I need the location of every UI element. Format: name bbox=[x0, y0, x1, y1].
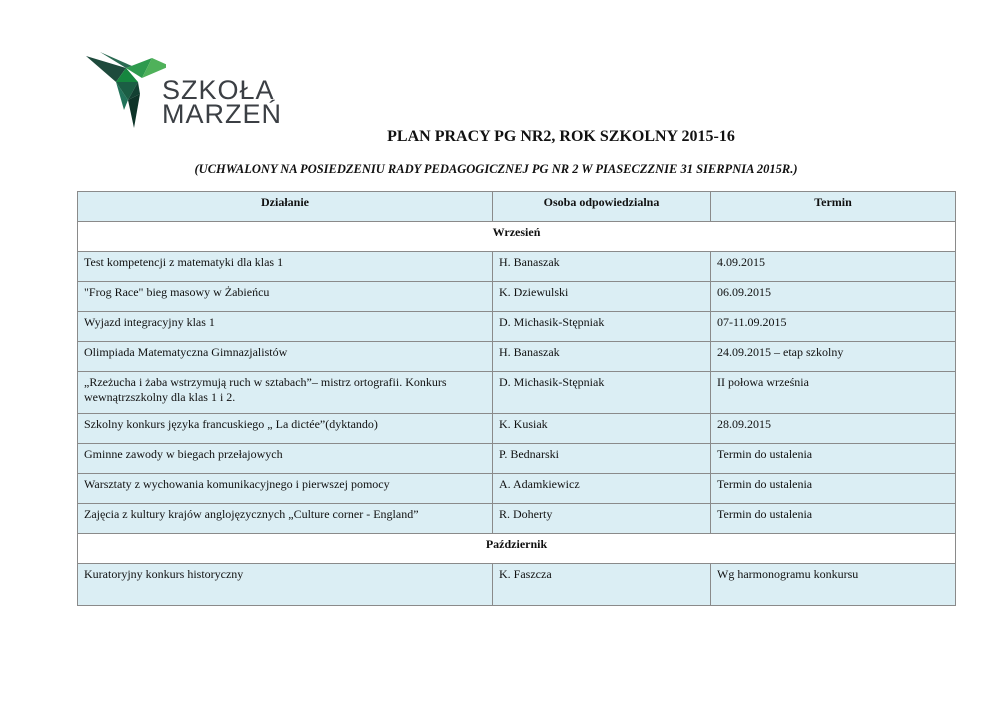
cell-activity: Zajęcia z kultury krajów anglojęzycznych „Culture corner - England” bbox=[78, 504, 493, 534]
header-activity: Działanie bbox=[78, 192, 493, 222]
cell-date: Termin do ustalenia bbox=[711, 444, 956, 474]
cell-date: 28.09.2015 bbox=[711, 414, 956, 444]
table-row bbox=[78, 504, 956, 534]
bird-logo-icon bbox=[86, 48, 166, 134]
table-row bbox=[78, 312, 956, 342]
cell-responsible: K. Kusiak bbox=[493, 414, 711, 444]
cell-responsible: K. Faszcza bbox=[493, 564, 711, 606]
table-row bbox=[78, 282, 956, 312]
cell-activity: Test kompetencji z matematyki dla klas 1 bbox=[78, 252, 493, 282]
table-row bbox=[78, 564, 956, 606]
table-row bbox=[78, 342, 956, 372]
table-row bbox=[78, 414, 956, 444]
month-label-september: Wrzesień bbox=[78, 222, 956, 252]
cell-responsible: H. Banaszak bbox=[493, 342, 711, 372]
cell-activity: Warsztaty z wychowania komunikacyjnego i pierwszej pomocy bbox=[78, 474, 493, 504]
table-row bbox=[78, 444, 956, 474]
table-row bbox=[78, 372, 956, 414]
month-row bbox=[78, 222, 956, 252]
cell-responsible: D. Michasik-Stępniak bbox=[493, 372, 711, 414]
school-logo bbox=[86, 48, 282, 134]
header-responsible: Osoba odpowiedzialna bbox=[493, 192, 711, 222]
page-title: PLAN PRACY PG NR2, ROK SZKOLNY 2015-16 bbox=[387, 128, 735, 145]
cell-date: Termin do ustalenia bbox=[711, 504, 956, 534]
cell-responsible: K. Dziewulski bbox=[493, 282, 711, 312]
cell-activity: "Frog Race" bieg masowy w Żabieńcu bbox=[78, 282, 493, 312]
cell-responsible: P. Bednarski bbox=[493, 444, 711, 474]
cell-activity: Gminne zawody w biegach przełajowych bbox=[78, 444, 493, 474]
table-header-row bbox=[78, 192, 956, 222]
work-plan-table bbox=[77, 191, 956, 606]
month-row bbox=[78, 534, 956, 564]
logo-line-2: MARZEŃ bbox=[162, 99, 282, 129]
cell-date: Wg harmonogramu konkursu bbox=[711, 564, 956, 606]
cell-activity: Wyjazd integracyjny klas 1 bbox=[78, 312, 493, 342]
header-date: Termin bbox=[711, 192, 956, 222]
table-row bbox=[78, 252, 956, 282]
cell-date: 07-11.09.2015 bbox=[711, 312, 956, 342]
cell-activity: Szkolny konkurs języka francuskiego „ La dictée”(dyktando) bbox=[78, 414, 493, 444]
cell-activity: Olimpiada Matematyczna Gimnazjalistów bbox=[78, 342, 493, 372]
cell-responsible: D. Michasik-Stępniak bbox=[493, 312, 711, 342]
month-label-october: Październik bbox=[78, 534, 956, 564]
cell-responsible: A. Adamkiewicz bbox=[493, 474, 711, 504]
cell-activity: „Rzeżucha i żaba wstrzymują ruch w sztabach”– mistrz ortografii. Konkurs wewnątrzszkolny dla klas 1 i 2. bbox=[78, 372, 493, 414]
cell-date: Termin do ustalenia bbox=[711, 474, 956, 504]
logo-line-1: SZKOŁA bbox=[162, 75, 275, 105]
cell-responsible: H. Banaszak bbox=[493, 252, 711, 282]
cell-activity: Kuratoryjny konkurs historyczny bbox=[78, 564, 493, 606]
cell-date: 24.09.2015 – etap szkolny bbox=[711, 342, 956, 372]
cell-date: II połowa września bbox=[711, 372, 956, 414]
cell-responsible: R. Doherty bbox=[493, 504, 711, 534]
table-row bbox=[78, 474, 956, 504]
cell-date: 4.09.2015 bbox=[711, 252, 956, 282]
page-subtitle: (UCHWALONY NA POSIEDZENIU RADY PEDAGOGICZNEJ PG NR 2 W PIASECZZNIE 31 SIERPNIA 2015R.) bbox=[194, 162, 798, 176]
cell-date: 06.09.2015 bbox=[711, 282, 956, 312]
